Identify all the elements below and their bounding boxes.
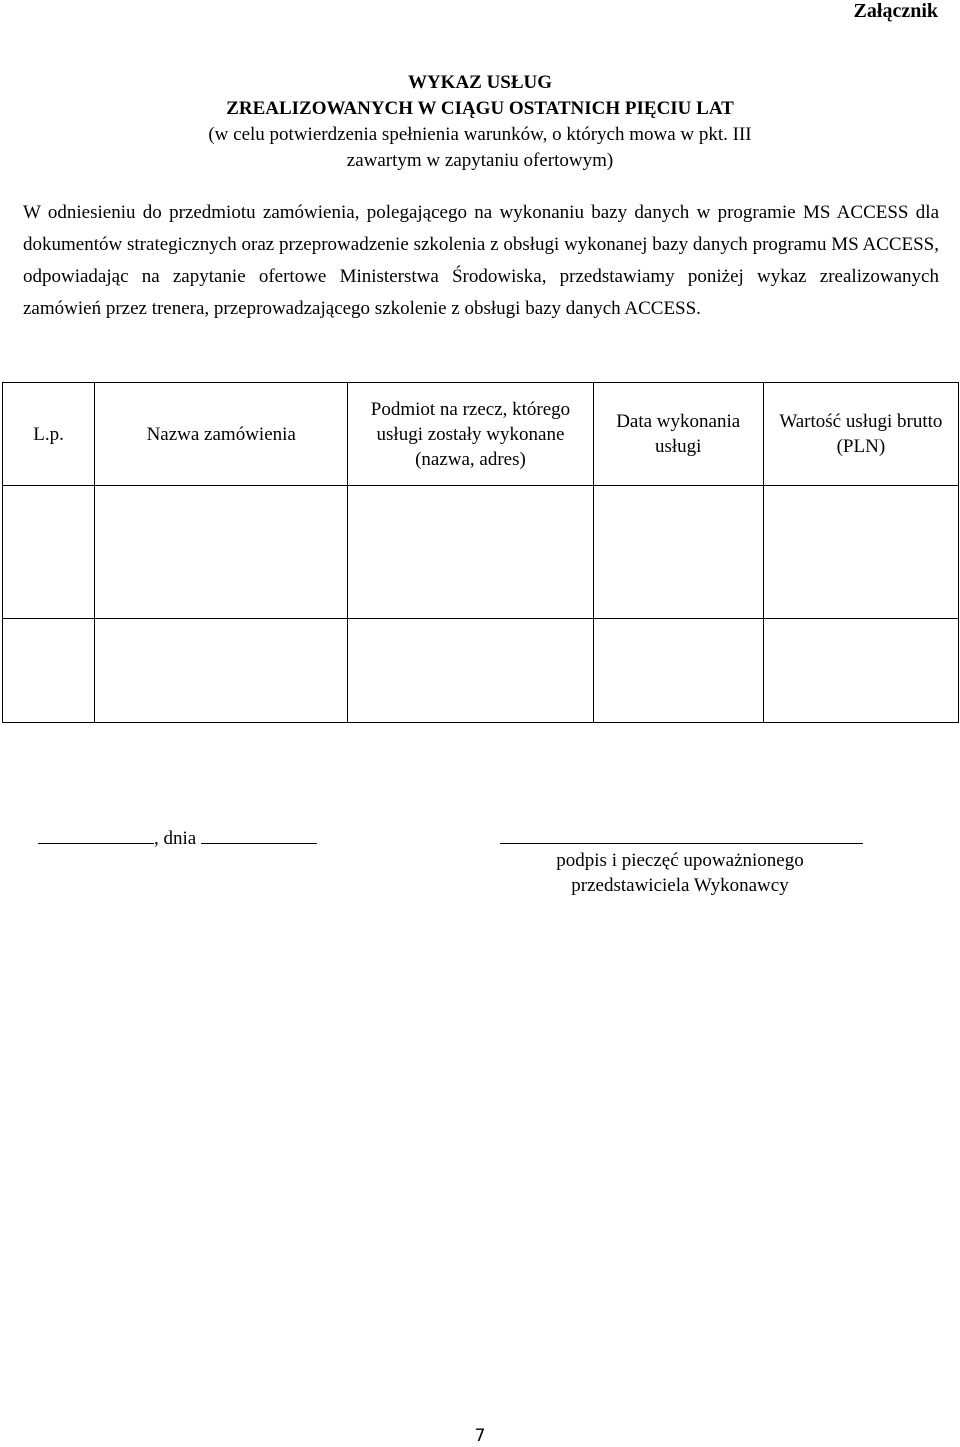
document-title	[0, 70, 960, 174]
date-blank[interactable]	[201, 823, 317, 844]
title-line-2: ZREALIZOWANYCH W CIĄGU OSTATNICH PIĘCIU LAT	[226, 98, 734, 119]
table-cell[interactable]	[348, 486, 593, 619]
services-table	[2, 382, 959, 723]
header-client-entity: Podmiot na rzecz, którego usługi zostały wykonane (nazwa, adres)	[348, 383, 593, 486]
header-completion-date: Data wykonania usługi	[593, 383, 763, 486]
table-cell[interactable]	[593, 486, 763, 619]
table-row	[3, 619, 959, 723]
header-lp: L.p.	[3, 383, 95, 486]
header-gross-value: Wartość usługi brutto (PLN)	[763, 383, 958, 486]
signature-line[interactable]	[500, 843, 863, 844]
title-line-1: WYKAZ USŁUG	[407, 72, 553, 93]
place-blank[interactable]	[38, 823, 154, 844]
table-cell[interactable]	[763, 486, 958, 619]
table-cell[interactable]	[3, 619, 95, 723]
table-cell[interactable]	[348, 619, 593, 723]
table-row	[3, 486, 959, 619]
title-line-3: (w celu potwierdzenia spełnienia warunków, o których mowa w pkt. III zawartym w zapytaniu ofertowym)	[208, 124, 752, 171]
table-cell[interactable]	[95, 619, 348, 723]
table-cell[interactable]	[593, 619, 763, 723]
header-order-name: Nazwa zamówienia	[95, 383, 348, 486]
annex-label: Załącznik	[853, 0, 938, 22]
table-cell[interactable]	[763, 619, 958, 723]
table-header-row	[3, 383, 959, 486]
date-label: , dnia	[154, 828, 197, 849]
table-cell[interactable]	[95, 486, 348, 619]
signature-caption: podpis i pieczęć upoważnionego przedstawiciela Wykonawcy	[556, 850, 804, 896]
intro-paragraph: W odniesieniu do przedmiotu zamówienia, polegającego na wykonaniu bazy danych w programie MS ACCESS dla dokumentów strategicznych oraz przeprowadzenie szkolenia z obsługi wykonanej bazy danych programu MS ACCESS, odpowiadając na zapytanie ofertowe Ministerstwa Środowiska, przedstawiamy poniżej wykaz zrealizowanych zamówień przez trenera, przeprowadzającego szkolenie z obsługi bazy danych ACCESS.	[23, 202, 939, 319]
table-cell[interactable]	[3, 486, 95, 619]
place-date-field	[38, 823, 317, 851]
page-number: 7	[474, 1426, 486, 1446]
